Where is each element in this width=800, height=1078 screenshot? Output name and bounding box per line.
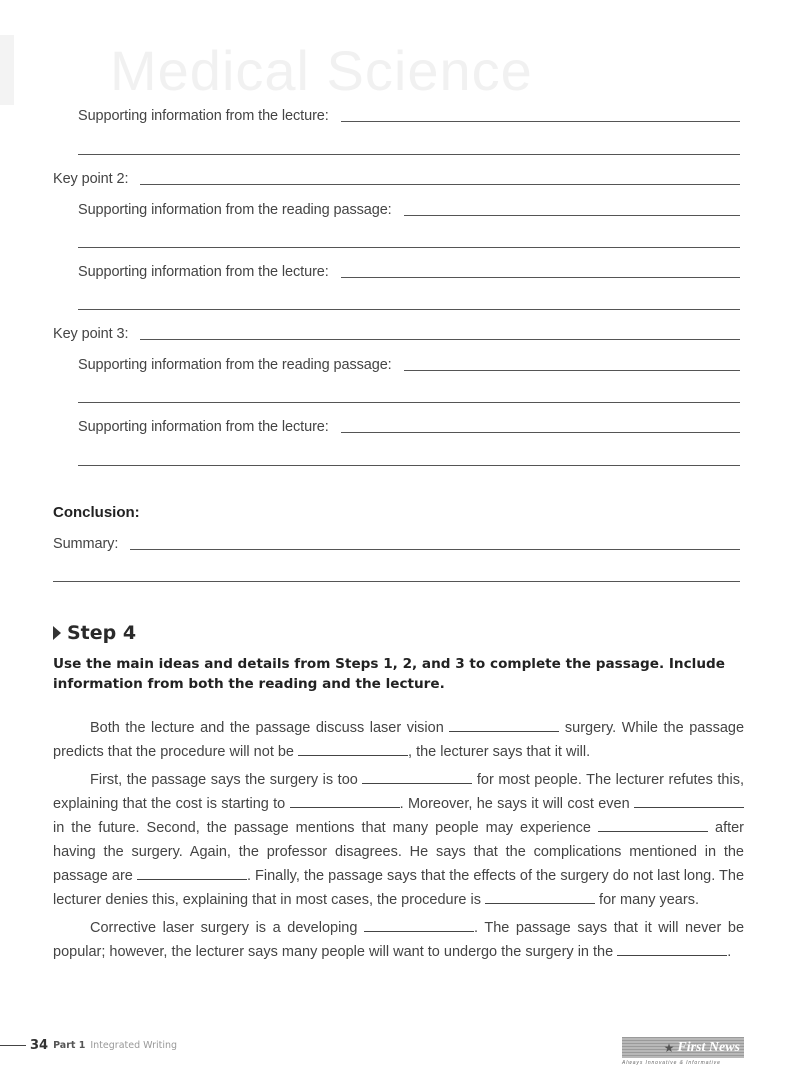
passage-text: , the lecturer says that it will.: [408, 744, 591, 760]
answer-line[interactable]: [130, 548, 740, 550]
paragraph-3: [53, 916, 744, 964]
field-label: Supporting information from the lecture:: [78, 108, 329, 124]
passage-text: in the future. Second, the passage mentions that many people may experience: [53, 820, 591, 836]
reading-support-3-row: [78, 357, 740, 373]
blank-field[interactable]: [290, 793, 400, 808]
answer-line-continuation[interactable]: [78, 402, 740, 403]
key-point-3-row: [53, 326, 740, 342]
field-label: Supporting information from the reading passage:: [78, 357, 392, 373]
blank-field[interactable]: [634, 793, 744, 808]
page-footer: [0, 1038, 177, 1053]
passage-text: Corrective laser surgery is a developing: [90, 920, 358, 936]
section-label: Integrated Writing: [90, 1040, 178, 1051]
step-instruction: Use the main ideas and details from Steps 1, 2, and 3 to complete the passage. Include information from both the reading and the lecture.: [53, 656, 725, 692]
answer-line[interactable]: [140, 183, 740, 185]
blank-field[interactable]: [617, 941, 727, 956]
passage-text: for many years.: [599, 892, 699, 908]
blank-field[interactable]: [362, 769, 472, 784]
blank-field[interactable]: [485, 889, 595, 904]
blank-field[interactable]: [137, 865, 247, 880]
blank-field[interactable]: [449, 717, 559, 732]
passage-text: for most people. The lecturer refutes this, explaining that the cost is starting to: [53, 772, 744, 812]
blank-field[interactable]: [364, 917, 474, 932]
answer-line-continuation[interactable]: [78, 309, 740, 310]
publisher-logo: [622, 1037, 744, 1058]
star-icon: ★: [663, 1040, 675, 1055]
answer-line-continuation[interactable]: [53, 581, 740, 582]
summary-label: Summary:: [53, 536, 119, 552]
answer-line[interactable]: [140, 338, 740, 340]
answer-line[interactable]: [341, 431, 740, 433]
answer-line[interactable]: [404, 369, 740, 371]
publisher-tagline: Always Innovative & Informative: [622, 1060, 721, 1066]
passage-text: . Moreover, he says it will cost even: [399, 796, 630, 812]
bleed-through-title: Medical Science: [110, 39, 533, 102]
reading-support-2-row: [78, 202, 740, 218]
answer-line-continuation[interactable]: [78, 465, 740, 466]
page-number: 34: [30, 1038, 49, 1053]
paragraph-1: [53, 716, 744, 764]
passage-text: Both the lecture and the passage discuss laser vision: [90, 720, 444, 736]
step-title: Step 4: [67, 622, 137, 644]
answer-line-continuation[interactable]: [78, 154, 740, 155]
conclusion-heading: Conclusion:: [53, 504, 140, 521]
lecture-support-2-row: [78, 264, 740, 280]
paragraph-2: [53, 768, 744, 912]
field-label: Supporting information from the lecture:: [78, 419, 329, 435]
passage-text: surgery. While the passage predicts that the procedure will not be: [53, 720, 745, 760]
field-label: Supporting information from the reading passage:: [78, 202, 392, 218]
passage-text: First, the passage says the surgery is too: [90, 772, 358, 788]
answer-line[interactable]: [341, 276, 740, 278]
answer-line[interactable]: [404, 214, 740, 216]
field-label: Key point 2:: [53, 171, 129, 187]
key-point-2-row: [53, 171, 740, 187]
step-heading: [53, 622, 136, 644]
passage-text: . Finally, the passage says that the effects of the surgery do not last long. The lecturer denies this, explaining that in most cases, the procedure is: [53, 868, 745, 908]
cloze-passage: [53, 716, 744, 968]
publisher-name: First News: [677, 1039, 740, 1055]
footer-rule: [0, 1045, 26, 1046]
bleed-through-bar: [0, 35, 14, 105]
blank-field[interactable]: [598, 817, 708, 832]
answer-line[interactable]: [341, 120, 740, 122]
field-label: Supporting information from the lecture:: [78, 264, 329, 280]
summary-row: [53, 536, 740, 552]
part-label: Part 1: [53, 1040, 86, 1051]
passage-text: . The passage says that it will never be popular; however, the lecturer says many people will want to undergo the surgery in the: [53, 920, 745, 960]
field-label: Key point 3:: [53, 326, 129, 342]
answer-line-continuation[interactable]: [78, 247, 740, 248]
passage-text: .: [727, 944, 732, 960]
lecture-support-3-row: [78, 419, 740, 435]
blank-field[interactable]: [298, 741, 408, 756]
lecture-support-1-row: [78, 108, 740, 124]
passage-text: after having the surgery. Again, the professor disagrees. He says that the complications mentioned in the passage are: [53, 820, 745, 884]
triangle-bullet-icon: [53, 626, 61, 640]
